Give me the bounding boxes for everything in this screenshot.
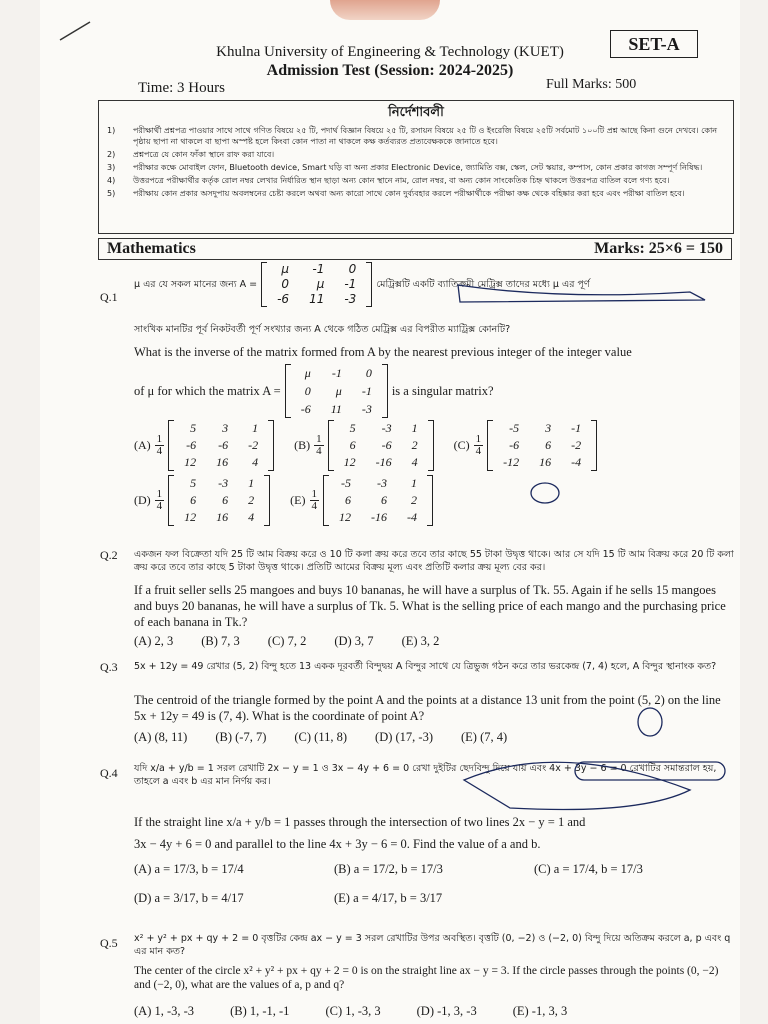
matrix-cell: 4: [248, 510, 255, 524]
matrix-cell: 6: [381, 493, 387, 507]
matrix-cell: 1: [411, 421, 418, 435]
matrix-cell: 2: [248, 493, 255, 507]
option-coefficient: $\frac{1}{4}$: [156, 433, 163, 457]
answer-option: (B) a = 17/2, b = 17/3: [334, 862, 443, 876]
option-label: (B): [294, 438, 311, 452]
instruction-text: পরীক্ষার্থী প্রশ্নপত্র পাওয়ার সাথে সাথে গণিত বিষয়ে ২৫ টি, পদার্থ বিজ্ঞান বিষয়ে ২৫ টি, রসায়ন বিষয়ে ২৫ টি ও ইংরেজি বিষয়ে ২৫টি সর্বমোট ১০০টি প্রশ্ন আছে কিনা গুনে দেখবে। কোন পৃষ্ঠায় ছাপা না থাকলে বা ছাপা অস্পষ্ট হলে কিংবা কোন পাতা না থাকলে কক্ষ কর্তব্যরত প্রত্যবেক্ষককে জানাতে হবে।: [133, 126, 718, 146]
answer-option: (B) 7, 3: [201, 634, 240, 648]
answer-option: (A) 2, 3: [134, 634, 174, 648]
matrix-cell: 1: [252, 421, 259, 435]
q5-bn: x² + y² + px + qy + 2 = 0 বৃত্তটির কেন্দ্র ax − y = 3 সরল রেখাটির উপর অবস্থিত। বৃত্তটি (0, −2) ও (−2, 0) বিন্দু দিয়ে অতিক্রম করলে a, p এবং q এর মান কত?: [134, 933, 731, 957]
answer-option: (C) 7, 2: [267, 634, 307, 648]
matrix-cell: 0: [365, 366, 372, 380]
matrix-cell: -4: [407, 510, 417, 524]
answer-option: (D) 3, 7: [334, 634, 374, 648]
q4-en2: 3x − 4y + 6 = 0 and parallel to the line 4x + 3y − 6 = 0. Find the value of a and b.: [134, 837, 541, 851]
matrix-cell: 6: [190, 493, 197, 507]
instructions-title: নির্দেশাবলী: [388, 104, 444, 119]
matrix-cell: 16: [216, 510, 229, 524]
matrix-cell: 6: [222, 493, 229, 507]
matrix-cell: -2: [248, 438, 259, 452]
matrix-cell: 6: [349, 438, 356, 452]
q1-number: Q.1: [100, 290, 118, 304]
q1-en-post: is a singular matrix?: [391, 384, 494, 398]
answer-option: (B) 1, -1, -1: [230, 1004, 290, 1018]
matrix-cell: 0: [281, 277, 290, 291]
matrix-cell: 16: [539, 455, 552, 469]
matrix-cell: -3: [381, 421, 392, 435]
q1-en-line1: What is the inverse of the matrix formed from A by the nearest previous integer of the integer value: [134, 345, 632, 359]
matrix-cell: -6: [277, 292, 290, 306]
answer-option: (C) (11, 8): [294, 730, 348, 744]
matrix-cell: 11: [330, 402, 342, 416]
matrix-cell: 6: [545, 438, 552, 452]
subject-name: Mathematics: [107, 240, 196, 257]
q3-bn: 5x + 12y = 49 রেখার (5, 2) বিন্দু হতে 13 একক দূরবর্তী বিন্দুদ্বয় A বিন্দুর সাথে যে ত্রিভুজ গঠন করে তার ভরকেন্দ্র (7, 4) হলে, A বিন্দুর স্থানাংক কত?: [134, 661, 717, 672]
option-coefficient: $\frac{1}{4}$: [316, 433, 322, 457]
matrix-cell: μ: [316, 277, 325, 291]
q4-en1: If the straight line x/a + y/b = 1 passes through the intersection of two lines 2x − y = 1 and: [134, 815, 586, 829]
q1-en-pre: of μ for which the matrix A =: [134, 384, 281, 398]
answer-option: (A) (8, 11): [134, 730, 188, 744]
handwriting-overlay: [40, 0, 740, 1024]
answer-option: (E) -1, 3, 3: [512, 1004, 568, 1018]
option-label: (A): [134, 438, 151, 452]
answer-option: (C) 1, -3, 3: [325, 1004, 381, 1018]
q3-number: Q.3: [100, 660, 118, 674]
set-label: SET-A: [610, 30, 698, 58]
answer-option: (E) (7, 4): [461, 730, 508, 744]
matrix-cell: -12: [503, 455, 520, 469]
q5-en: The center of the circle x² + y² + px + qy + 2 = 0 is on the straight line ax − y = 3. If the circle passes through the points (0, −2) and (−2, 0), what are the values of a, p and q?: [134, 965, 719, 991]
matrix-cell: 0: [348, 262, 357, 276]
instruction-text: পরীক্ষায় কোন প্রকার অসদুপায় অবলম্বনের চেষ্টা করলে অথবা অন্য কারো সাথে কোন দুর্ব্যবহার করলে পরীক্ষার্থীকে পরীক্ষা কক্ষ থেকে বহিষ্কার করা হবে এবং পরীক্ষা বাতিল হবে।: [133, 189, 685, 198]
matrix-cell: 5: [349, 421, 356, 435]
matrix-cell: -4: [571, 455, 582, 469]
answer-option: (E) 3, 2: [401, 634, 440, 648]
answer-option: (D) -1, 3, -3: [416, 1004, 477, 1018]
matrix-cell: -16: [371, 510, 387, 524]
matrix-cell: -2: [571, 438, 582, 452]
matrix-cell: -3: [218, 476, 229, 490]
q1-bn-post: মেট্রিক্সটি একটি ব্যাতিক্রমী মেট্রিক্স তাদের মধ্যে μ এর পূর্ণ: [376, 279, 590, 290]
university-name: Khulna University of Engineering & Technology (KUET): [216, 44, 564, 60]
q2-bn: একজন ফল বিক্রেতা যদি 25 টি আম বিক্রয় করে ও 10 টি কলা ক্রয় করে তবে তার কাছে 55 টাকা উদ্বৃত্ত থাকে। আর সে যদি 15 টি আম বিক্রয় করে 20 টি কলা ক্রয় করে তবে তার কাছে 5 টাকা উদ্বৃত্ত থাকে। প্রতিটি আমের বিক্রয় মূল্য এবং প্রতিটি কলার ক্রয় মূল্য বের কর।: [134, 549, 734, 573]
matrix-cell: 3: [222, 421, 229, 435]
q2-en: If a fruit seller sells 25 mangoes and buys 10 bananas, he will have a surplus of Tk. 55. Again if he sells 15 mangoes and buys 20 bananas, he will have a surplus of Tk. 5. What is the selling price of each mango and the purchasing price of each banana in Tk.?: [134, 583, 726, 629]
matrix-cell: 11: [309, 292, 325, 306]
q4-bn: যদি x/a + y/b = 1 সরল রেখাটি 2x − y = 1 ও 3x − 4y + 6 = 0 রেখা দুইটির ছেদবিন্দু দিয়ে যায় এবং 4x + 3y − 6 = 0 রেখাটির সমান্তরাল হয়, তাহলে a এবং b এর মান নির্ণয় কর।: [134, 763, 717, 787]
option-label: (E): [290, 493, 306, 507]
instruction-number: 1): [107, 126, 116, 135]
matrix-cell: -1: [571, 421, 582, 435]
q2-number: Q.2: [100, 548, 118, 562]
matrix-cell: 12: [184, 455, 197, 469]
matrix-cell: 5: [190, 421, 197, 435]
matrix-cell: -1: [361, 384, 372, 398]
matrix-cell: 2: [411, 493, 417, 507]
instruction-number: 3): [107, 163, 116, 172]
matrix-cell: -1: [344, 277, 357, 291]
matrix-cell: -5: [341, 476, 351, 490]
matrix-cell: 1: [411, 476, 417, 490]
matrix-cell: 12: [339, 510, 351, 524]
matrix-cell: 12: [184, 510, 197, 524]
matrix-cell: 2: [411, 438, 418, 452]
matrix-cell: 3: [545, 421, 552, 435]
time-label: Time: 3 Hours: [138, 80, 225, 96]
option-coefficient: $\frac{1}{4}$: [156, 488, 163, 512]
matrix-cell: -3: [361, 402, 372, 416]
matrix-cell: μ: [281, 262, 290, 276]
exam-page: [40, 0, 740, 1024]
matrix-cell: -3: [344, 292, 357, 306]
matrix-cell: 0: [304, 384, 311, 398]
matrix-cell: -6: [186, 438, 197, 452]
answer-option: (C) a = 17/4, b = 17/3: [534, 862, 643, 876]
full-marks-label: Full Marks: 500: [546, 77, 637, 92]
q5-number: Q.5: [100, 936, 118, 950]
option-coefficient: $\frac{1}{4}$: [475, 433, 482, 457]
matrix-cell: 6: [345, 493, 351, 507]
matrix-cell: -6: [300, 402, 311, 416]
instruction-text: উত্তরপত্রে পরীক্ষার্থীর কর্তৃক রোল নম্বর লেখার নির্ধারিত স্থান ছাড়া অন্য কোন স্থানে নাম, রোল নম্বর, বা অন্য কোন সাংকেতিক চিহ্ন থাকলে উত্তরপত্র বাতিল বলে গণ্য হবে।: [133, 176, 670, 185]
matrix-cell: -3: [377, 476, 387, 490]
matrix-cell: -6: [381, 438, 392, 452]
matrix-cell: -1: [331, 366, 342, 380]
matrix-cell: 16: [216, 455, 229, 469]
q1-bn-line2: সাংখিক মানটির পূর্ব নিকটবর্তী পূর্ণ সংখ্যার জন্য A থেকে গঠিত মেট্রিক্স এর বিপরীত ম্যাট্রিক্স কোনটি?: [134, 324, 511, 335]
matrix-cell: μ: [335, 384, 342, 398]
answer-option: (D) a = 3/17, b = 4/17: [134, 891, 244, 905]
instruction-number: 5): [107, 189, 116, 198]
answer-option: (B) (-7, 7): [215, 730, 267, 744]
matrix-cell: -1: [312, 262, 325, 276]
option-coefficient: $\frac{1}{4}$: [311, 488, 317, 512]
matrix-cell: -6: [509, 438, 520, 452]
answer-option: (A) 1, -3, -3: [134, 1004, 195, 1018]
matrix-cell: 4: [252, 455, 259, 469]
matrix-cell: 12: [343, 455, 356, 469]
instruction-text: পরীক্ষার কক্ষে মোবাইল ফোন, Bluetooth device, Smart ঘড়ি বা অন্য প্রকার Electronic Device, জ্যামিতি বক্স, স্কেল, সেট স্কয়ার, কম্পাস, কোন প্রকার কাগজ সম্পূর্ণ নিষিদ্ধ।: [133, 163, 703, 172]
admission-title: Admission Test (Session: 2024-2025): [266, 62, 514, 79]
option-label: (C): [453, 438, 470, 452]
matrix-cell: -5: [509, 421, 520, 435]
q4-number: Q.4: [100, 766, 118, 780]
q1-bn-pre: μ এর যে সকল মানের জন্য A =: [134, 279, 258, 290]
matrix-cell: μ: [304, 366, 311, 380]
matrix-cell: 5: [190, 476, 197, 490]
q3-en: The centroid of the triangle formed by the point A and the points at a distance 13 unit from the point (5, 2) on the line 5x + 12y = 49 is (7, 4). What is the coordinate of point A?: [134, 693, 721, 723]
matrix-cell: -6: [218, 438, 229, 452]
answer-option: (D) (17, -3): [375, 730, 433, 744]
matrix-cell: 1: [248, 476, 255, 490]
answer-option: (A) a = 17/3, b = 17/4: [134, 862, 244, 876]
instruction-text: প্রশ্নপত্রে যে কোন ফাঁকা স্থানে রাফ করা যাবে।: [133, 150, 275, 159]
answer-option: (E) a = 4/17, b = 3/17: [334, 891, 443, 905]
option-label: (D): [134, 493, 151, 507]
matrix-cell: 4: [411, 455, 418, 469]
subject-marks: Marks: 25×6 = 150: [594, 240, 723, 257]
instruction-number: 2): [107, 150, 116, 159]
matrix-cell: -16: [375, 455, 392, 469]
instruction-number: 4): [107, 176, 116, 185]
